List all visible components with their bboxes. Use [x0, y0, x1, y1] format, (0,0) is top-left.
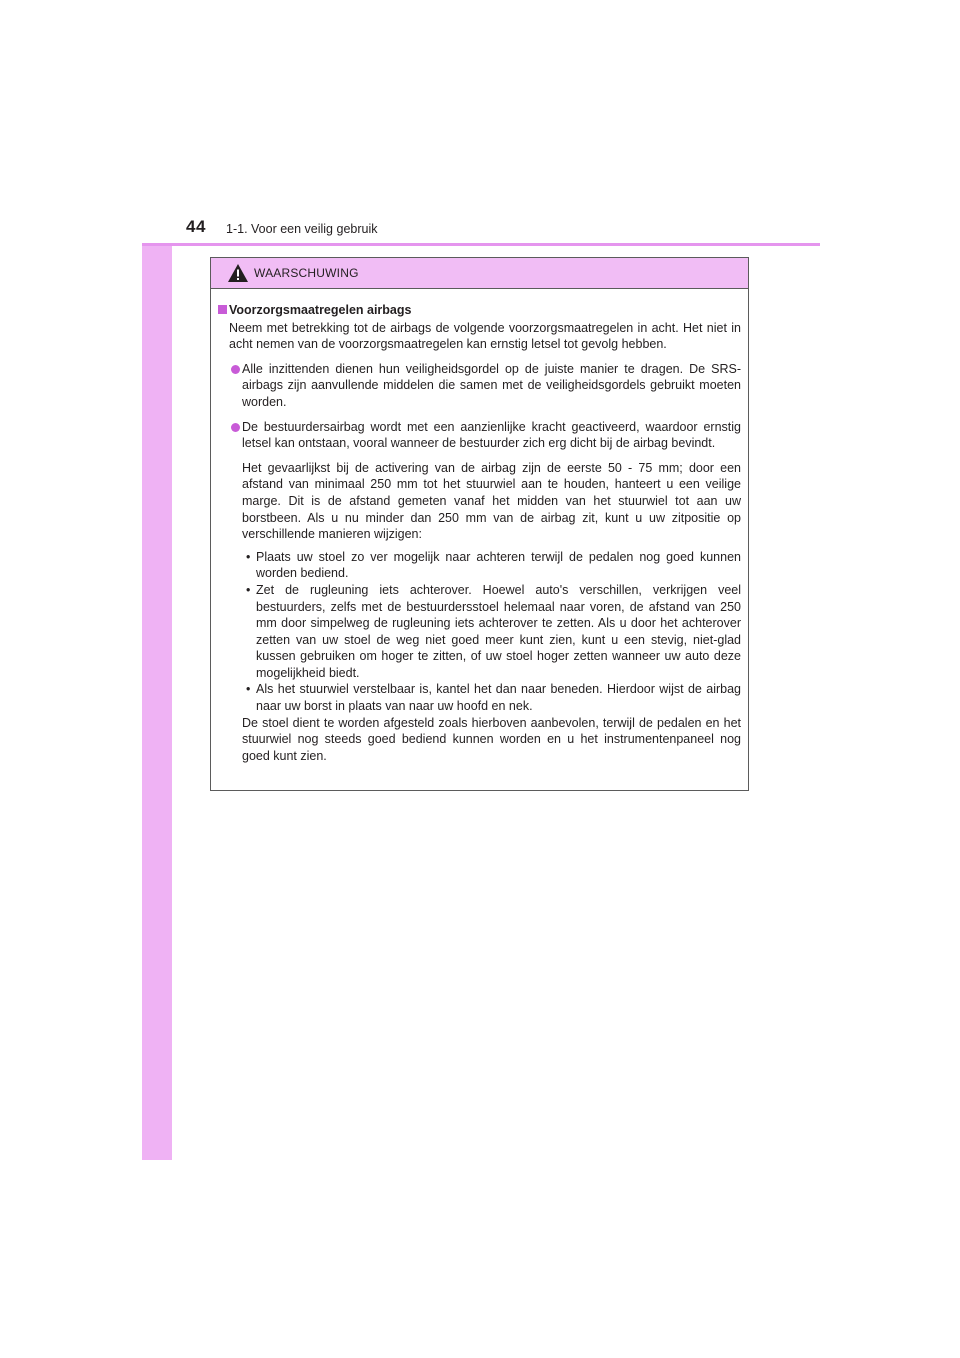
danger-paragraph: Het gevaarlijkst bij de activering van de airbag zijn de eerste 50 - 75 mm; door een afstand van minimaal 250 mm tot het stuurwiel aan te houden, hanteert u een veilige marge. Dit is de afstand gemeten vanaf het midden van het stuurwiel tot aan uw borstbeen. Als u nu minder dan 250 mm van de airbag zit, kunt u uw zitpositie op verschillende manieren wijzigen:: [242, 460, 741, 542]
header-rule: [142, 243, 820, 246]
header-strip: [142, 195, 820, 245]
list-item-text: Zet de rugleuning iets achterover. Hoewel auto's verschillen, verkrijgen veel bestuurders, zelfs met de bestuurdersstoel helemaal naar voren, de afstand van 250 mm door simpelweg de rugleuning iets achterover te zetten. Als u door het achterover zetten van uw stoel de weg niet goed meer kunt zien, kunt u een stevig, niet-glad kussen gebruiken om hoger te zitten, of uw stoel hoger zetten wanneer uw auto deze mogelijkheid biedt.: [256, 582, 741, 680]
warning-body: [211, 289, 748, 764]
circle-bullet-icon: [231, 365, 240, 374]
dot-bullet-icon: •: [246, 549, 251, 564]
circle-bullet-icon: [231, 423, 240, 432]
dot-bullet-icon: •: [246, 682, 251, 697]
square-bullet-icon: [218, 305, 227, 314]
bullet-text: Alle inzittenden dienen hun veiligheidsgordel op de juiste manier te dragen. De SRS-airbags zijn aanvullende middelen die samen met de veiligheidsgordels gebruikt moeten worden.: [242, 361, 741, 409]
closing-paragraph: De stoel dient te worden afgesteld zoals hierboven aanbevolen, terwijl de pedalen en het stuurwiel nog steeds goed bediend kunnen worden en u het instrumentenpaneel nog goed kunt zien.: [242, 715, 741, 763]
side-color-band: [142, 195, 172, 1160]
warning-box: [210, 257, 749, 791]
list-item-text: Plaats uw stoel zo ver mogelijk naar achteren terwijl de pedalen nog goed kunnen worden bediend.: [256, 549, 741, 581]
list-item-text: Als het stuurwiel verstelbaar is, kantel het dan naar beneden. Hierdoor wijst de airbag naar uw borst in plaats van naar uw hoofd en nek.: [256, 682, 741, 714]
list-item: [218, 582, 741, 682]
page-number: 44: [186, 217, 206, 236]
warning-heading: Voorzorgsmaatregelen airbags: [229, 303, 412, 317]
dot-bullet-icon: •: [246, 582, 251, 597]
section-title: 1-1. Voor een veilig gebruik: [226, 222, 378, 236]
bullet-item-driver-airbag: [218, 419, 741, 452]
warning-triangle-icon: [227, 263, 249, 283]
bullet-item-seatbelt: [218, 361, 741, 411]
warning-intro: Neem met betrekking tot de airbags de volgende voorzorgsmaatregelen in acht. Het niet in acht nemen van de voorzorgsmaatregelen kan ernstig letsel tot gevolg hebben.: [229, 320, 741, 352]
list-item: [218, 681, 741, 714]
warning-heading-row: [218, 302, 741, 319]
list-item: [218, 549, 741, 582]
bullet-text: De bestuurdersairbag wordt met een aanzienlijke kracht geactiveerd, waardoor ernstig letsel kan ontstaan, vooral wanneer de bestuurder zich erg dicht bij de airbag bevindt.: [242, 419, 741, 451]
warning-title: WAARSCHUWING: [254, 266, 359, 280]
warning-header: [211, 258, 748, 289]
